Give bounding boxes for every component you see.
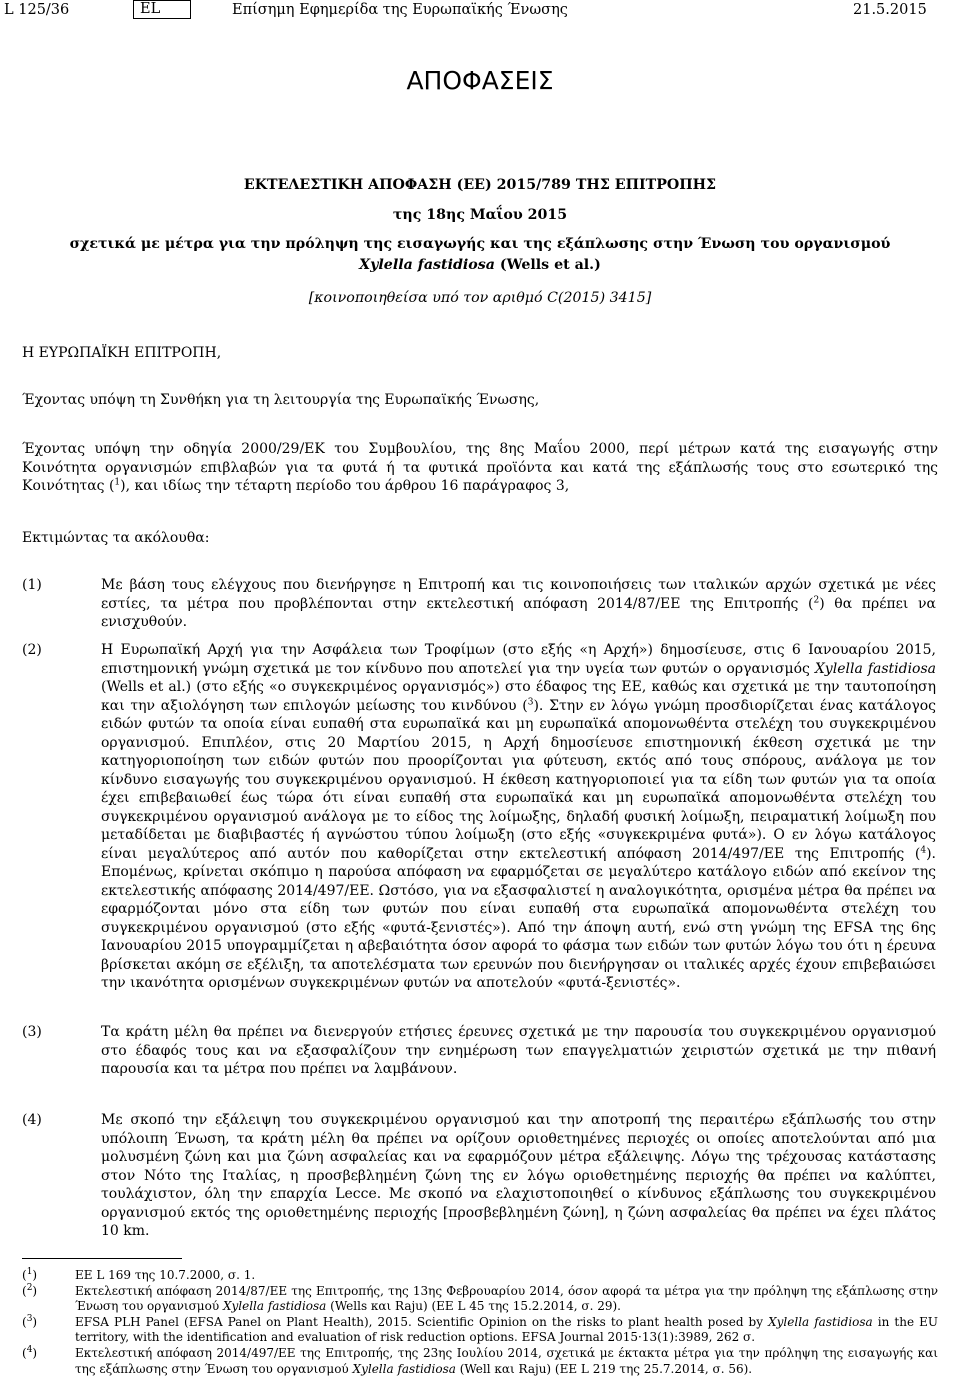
species-name: Xylella fastidiosa [222, 1299, 327, 1314]
footnote-number-value: 1 [26, 1267, 33, 1277]
text-run: in the EU territory, with the identification and evaluation of risk reduction options. EFSA Journal 2015·13(1):3989, 262 σ. [75, 1314, 938, 1345]
decision-subject-organism [20, 255, 940, 276]
page-header [0, 0, 960, 22]
species-name: Xylella fastidiosa [352, 1361, 456, 1376]
species-name: Xylella fastidiosa [768, 1314, 873, 1329]
footnote-number: ($^3$) [22, 1313, 38, 1329]
text-run: (Wells και Raju) (ΕΕ L 45 της 15.2.2014, σ. 29). [326, 1299, 621, 1314]
text-run: Εκτελεστική απόφαση 2014/87/ΕΕ της Επιτροπής, της 13ης Φεβρουαρίου 2014, όσον αφορά τα μέτρα για την πρόληψη της εξάπλωσης στην Ένωση του οργανισμού [75, 1283, 938, 1314]
text-run: Η Ευρωπαϊκή Αρχή για την Ασφάλεια των Τροφίμων (στο εξής «η Αρχή») δημοσίευσε, στις 6 Ιανουαρίου 2015, επιστημονική γνώμη σχετικά με τον κίνδυνο που αποτελεί για την υγεία των φυτών ο οργανισμός [101, 642, 936, 677]
footnote-number-value: 2 [26, 1282, 33, 1293]
footnote-number: ($^2$) [22, 1282, 38, 1298]
text-run: ΕΕ L 169 της 10.7.2000, σ. 1. [75, 1268, 256, 1282]
text-run: Εκτελεστική απόφαση 2014/497/ΕΕ της Επιτροπής, της 23ης Ιουλίου 2014, σχετικά με έκτακτα μέτρα για την πρόληψη της εισαγωγής και της εξάπλωσης στην Ένωση του οργανισμού [75, 1345, 938, 1376]
decision-date: της 18ης Μαΐου 2015 [392, 207, 568, 223]
recital-text [101, 1023, 936, 1079]
species-name: Xylella fastidiosa [814, 660, 936, 677]
footnote-ref-1[interactable]: 1 [114, 477, 121, 488]
recital-number: (1) [22, 577, 42, 593]
footnote-number: ($^1$) [22, 1267, 38, 1282]
text-run: (Well και Raju) (ΕΕ L 219 της 25.7.2014, σ. 56). [455, 1361, 753, 1376]
citation-treaty: Έχοντας υπόψη τη Συνθήκη για τη λειτουργία της Ευρωπαϊκής Ένωσης, [22, 392, 540, 408]
recital-number: (3) [22, 1024, 42, 1040]
citation-directive [22, 440, 938, 496]
text-run: EFSA PLH Panel (EFSA Panel on Plant Health), 2015. Scientific Opinion on the risks to plant health posed by [75, 1314, 769, 1329]
footnote-ref-4[interactable]: 4 [920, 844, 927, 855]
publication-date: 21.5.2015 [853, 2, 927, 18]
notification-reference: [κοινοποιηθείσα υπό τον αριθμό C(2015) 3415] [308, 290, 652, 306]
citation-directive-text: Έχοντας υπόψη την οδηγία 2000/29/ΕΚ του Συμβουλίου, της 8ης Μαΐου 2000, περί μέτρων κατά της εισαγωγής στην Κοινότητα οργανισμών επιβλαβών για τα φυτά ή τα φυτικά προϊόντα και κατά της εξάπλωσής τους στο εσωτερικό της Κοινότητας ( [22, 441, 938, 494]
journal-name: Επίσημη Εφημερίδα της Ευρωπαϊκής Ένωσης [232, 2, 568, 18]
decision-title [20, 175, 940, 276]
footnote-3 [22, 1315, 938, 1346]
text-run: Τα κράτη μέλη θα πρέπει να διενεργούν ετήσιες έρευνες σχετικά με την παρουσία του συγκεκριμένου οργανισμού στο έδαφός τους και να εξασφαλίζουν την ενημέρωση των επαγγελματιών χειριστών σχετικά με την πιθανή παρουσία και τα μέτρα που πρέπει να λαμβάνουν. [101, 1024, 936, 1077]
footnote-2 [22, 1284, 938, 1315]
language-code: EL [133, 0, 191, 19]
organism-name: Xylella fastidiosa [359, 257, 495, 273]
decision-number: ΕΚΤΕΛΕΣΤΙΚΗ ΑΠΟΦΑΣΗ (ΕΕ) 2015/789 ΤΗΣ ΕΠΙΤΡΟΠΗΣ [243, 177, 717, 193]
footnote-number-value: 4 [26, 1344, 33, 1355]
footnotes [22, 1268, 938, 1377]
recital-number: (2) [22, 642, 42, 658]
recital-text [101, 641, 936, 993]
footnote-number: ($^4$) [22, 1344, 38, 1360]
text-run: ). Επομένως, κρίνεται σκόπιμο η παρούσα απόφαση να εφαρμόζεται σε μεγαλύτερο κατάλογο ειδών από εκείνον της εκτελεστικής απόφασης 2014/497/ΕΕ. Ωστόσο, για να εξασφαλιστεί η αναλογικότητα, ορισμένα μέτρα θα πρέπει να εφαρμόζονται μόνο στα είδη των φυτών που είναι ευπαθή στα ευρωπαϊκά απομονωθέντα στελέχη του συγκεκριμένου οργανισμού (στο εξής «φυτά-ξενιστές»). Από την άποψη αυτή, ενώ στη γνώμη της EFSA της 6ης Ιανουαρίου 2015 υπογραμμίζεται η αβεβαιότητα όσον αφορά το φάσμα των ειδών των φυτών λόγω του ότι η έρευνα βρίσκεται ακόμη σε εξέλιξη, τα αποτελέσματα των ερευνών που διενήργησαν οι ιταλικές αρχές έχουν επιβεβαιώσει την ικανότητα ορισμένων συγκεκριμένων φυτών να αποτελούν «φυτά-ξενιστές». [101, 845, 936, 991]
decision-subject: σχετικά με μέτρα για την πρόληψη της εισαγωγής και της εξάπλωσης στην Ένωση του οργανισμού [69, 236, 891, 252]
text-run: ). Στην εν λόγω γνώμη προσδιορίζεται ένας κατάλογος ειδών φυτών τα οποία είναι ευπαθή στα ευρωπαϊκά και μη ευρωπαϊκά απομονωθέντα στελέχη του συγκεκριμένου οργανισμού. Επιπλέον, στις 20 Μαρτίου 2015, η Αρχή δημοσίευσε επιστημονική έκθεση σχετικά με την κατηγοριοποίηση των ειδών φυτών που προορίζονται για φύτευση, εκτός από τους σπόρους, ανάλογα με τον κίνδυνο εισαγωγής του συγκεκριμένου οργανισμού. Η έκθεση κατηγοριοποιεί για τα είδη των φυτών για τα οποία έχει επιβεβαιωθεί έως τώρα ότι είναι ευπαθή στα ευρωπαϊκά και μη ευρωπαϊκά απομονωθέντα στελέχη του συγκεκριμένου οργανισμού ανάλογα με το είδος της λοίμωξης, δηλαδή φυσική λοίμωξη, πειραματική λοίμωξη που μεταδίδεται με διαβιβαστές ή αγνώστου τύπου λοίμωξη (στο εξής «συγκεκριμένα φυτά»). Ο εν λόγω κατάλογος είναι μεγαλύτερος από αυτόν που καθορίζεται στην εκτελεστική απόφαση 2014/497/ΕΕ της Επιτροπής ( [101, 697, 937, 862]
citation-directive-text-end: ), και ιδίως την τέταρτη περίοδο του άρθρου 16 παράγραφος 3, [120, 478, 570, 494]
recital-number: (4) [22, 1112, 42, 1128]
recital-text [101, 1111, 936, 1241]
footnote-separator [22, 1258, 182, 1259]
page-reference: L 125/36 [4, 2, 70, 18]
footnote-ref-3[interactable]: 3 [527, 696, 534, 707]
footnote-ref-2[interactable]: 2 [813, 594, 820, 605]
section-title: ΑΠΟΦΑΣΕΙΣ [406, 66, 554, 95]
organism-authority: (Wells et al.) [494, 257, 601, 273]
commission-heading: Η ΕΥΡΩΠΑΪΚΗ ΕΠΙΤΡΟΠΗ, [22, 345, 222, 361]
footnote-4 [22, 1346, 938, 1377]
footnote-number-value: 3 [26, 1313, 33, 1324]
text-run: Με βάση τους ελέγχους που διενήργησε η Επιτροπή και τις κοινοποιήσεις των ιταλικών αρχών σχετικά με νέες εστίες, τα μέτρα που προβλέπονται στην εκτελεστική απόφαση 2014/87/ΕΕ της Επιτροπής ( [101, 577, 936, 612]
text-run: Με σκοπό την εξάλειψη του συγκεκριμένου οργανισμού και την αποτροπή της περαιτέρω εξάπλωσής του στην υπόλοιπη Ένωση, τα κράτη μέλη θα πρέπει να ορίζουν οριοθετημένες περιοχές οι οποίες αποτελούνται από μια μολυσμένη ζώνη και μια ζώνη ασφαλείας και να εφαρμόζουν μέτρα εξάλειψης. Λόγω της τρέχουσας κατάστασης στον Νότο της Ιταλίας, η προσβεβλημένη ζώνη της εν λόγω οριοθετημένης περιοχής θα πρέπει να καλύπτει, τουλάχιστον, όλη την επαρχία Lecce. Με σκοπό να ελαχιστοποιηθεί ο κίνδυνος εξάπλωσης του συγκεκριμένου οργανισμού εκτός της οριοθετημένης περιοχής [προσβεβλημένη ζώνη], η ζώνη ασφαλείας θα πρέπει να έχει πλάτος 10 km. [101, 1112, 936, 1239]
text-run: (Wells et al.) (στο εξής «ο συγκεκριμένος οργανισμός») στο έδαφος της ΕΕ, καθώς και σχετικά με την ταυτοποίηση και την αξιολόγηση των επιλογών μείωσης του κινδύνου ( [101, 679, 936, 714]
recital-text [101, 576, 936, 632]
text-run: ) θα πρέπει να ενισχυθούν. [101, 595, 936, 630]
footnote-1 [22, 1268, 938, 1284]
whereas-heading: Εκτιμώντας τα ακόλουθα: [22, 530, 210, 546]
